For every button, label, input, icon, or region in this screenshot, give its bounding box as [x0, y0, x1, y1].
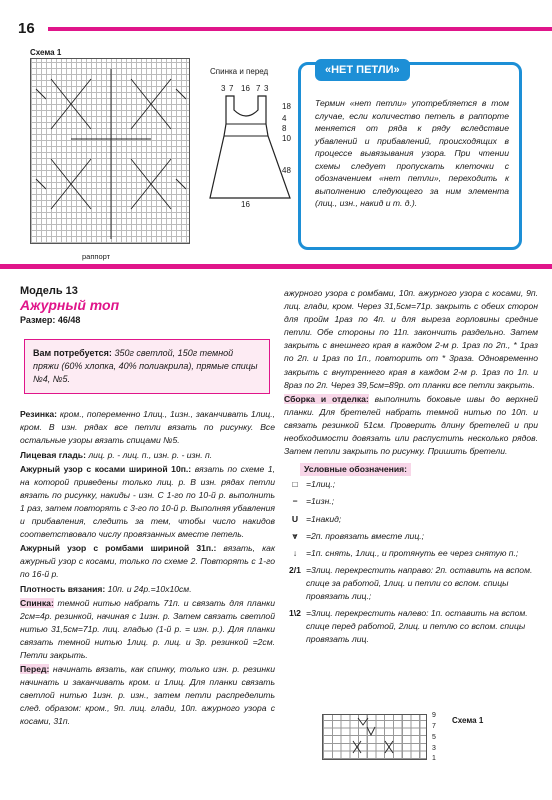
scheme-row-7: 7 — [432, 723, 436, 730]
model-number: Модель 13 — [20, 285, 78, 297]
dim-side-2: 4 — [282, 114, 287, 123]
model-title: Ажурный топ — [20, 297, 120, 314]
dim-bottom: 16 — [241, 200, 250, 209]
scheme-row-1: 1 — [432, 755, 436, 762]
legend-item-cross-left: =3лиц. перекрестить налево: 1п. оставить на вспом. спице перед работой, 2лиц. и петлю со вспом. спицы провязать лиц. — [306, 608, 528, 645]
dim-side-5: 48 — [282, 166, 291, 175]
small-scheme-label: Схема 1 — [452, 716, 484, 725]
legend-item-purl: =1изн.; — [306, 496, 335, 507]
cable-heading: Ажурный узор с косами шириной 10п.: — [20, 463, 192, 474]
dim-top-5: 3 — [264, 84, 269, 93]
materials-box — [24, 339, 270, 394]
back-text: темной нитью набрать 71п. и связать для планки 2см=4р. резинкой, начиная с 1изн. р. Затем связать светлой нитью 31,5см=71р. лиц. гладью (1-й р. = изн. р.). Для планки связать темной нитью 1лиц. р. лиц. и 3р. резинкой =2см. Петли закрыть. — [20, 597, 275, 660]
right-column — [284, 287, 538, 650]
top-divider — [48, 27, 552, 31]
scheme-row-9: 9 — [432, 712, 436, 719]
rhombus-heading: Ажурный узор с ромбами шириной 31п.: — [20, 543, 217, 554]
scheme-label: Схема 1 — [30, 48, 62, 57]
legend-item-k2tog: =2п. провязать вместе лиц.; — [306, 530, 425, 541]
materials-text: 350г светлой, 150г темной пряжи (60% хлопка, 40% полиакрила), прямые спицы №4, №5. — [33, 348, 258, 385]
knitting-chart — [30, 58, 190, 244]
dim-side-4: 10 — [282, 134, 291, 143]
stockinette-heading: Лицевая гладь: — [20, 449, 86, 460]
knit-symbol-icon: □ — [292, 479, 298, 490]
front-text: начинать вязать, как спинку, только изн. р. резинки начинать и заканчивать кром. и 1лиц. Для планки связать светлой нитью 1изн. р. изн., затем петли распределить след. образом: кром., 9п. лиц. глади, 10п. ажурного узора с косами, 31п. — [20, 664, 275, 727]
rhombus-text: вязать, как ажурный узор с косами, только по схеме 2. Повторять с 1-го по 16-й р. — [20, 543, 275, 580]
scheme-row-5: 5 — [432, 734, 436, 741]
dim-side-1: 18 — [282, 102, 291, 111]
page-number: 16 — [18, 20, 35, 37]
assembly-text: выполнить боковые швы до верхней планки. Для бретелей набрать темной нитью по 10п. и связать резинкой 51см. Проверить длину бретелей и при необходимости довязать или распустить несколько рядов. Затем петли закрыть по рисунку. Пришить бретели. — [284, 393, 538, 457]
model-size: Размер: 46/48 — [20, 315, 81, 326]
back-heading: Спинка: — [20, 597, 54, 608]
left-column — [20, 285, 275, 730]
yarn-over-symbol-icon: U — [291, 513, 299, 524]
legend-heading: Условные обозначения: — [300, 463, 411, 476]
dim-top-1: 3 — [221, 84, 226, 93]
small-scheme-symbols — [323, 715, 428, 761]
legend-item-cross-right: =3лиц. перекрестить направо: 2п. оставить на вспом. спице за работой, 1лиц. и петли со вспом. спицы провязать лиц.; — [306, 564, 533, 601]
density-text: 10п. и 24р.=10х10см. — [107, 583, 192, 594]
legend-item-yarn-over: =1накид; — [306, 513, 342, 524]
k2tog-symbol-icon: ⩔ — [292, 530, 298, 541]
stockinette-text: лиц. р. - лиц. п., изн. р. - изн. п. — [88, 449, 213, 460]
skpo-symbol-icon: ↓ — [292, 547, 298, 558]
dim-top-4: 7 — [256, 84, 261, 93]
dim-side-3: 8 — [282, 124, 287, 133]
small-scheme-chart — [322, 714, 427, 760]
cross-right-symbol-icon: 2/1 — [289, 564, 301, 575]
rib-heading: Резинка: — [20, 409, 57, 420]
note-title: «НЕТ ПЕТЛИ» — [315, 59, 410, 81]
front-heading: Перед: — [20, 664, 50, 675]
cable-text: вязать по схеме 1, на которой приведены только лиц. р. В изн. рядах петли вязать по рисунку, накиды - изн. С 1-го по 10-й р. выполнить 1 раз, затем повторять с 3-го по 10-й р. Выполняя убавления и прибавления, следить за тем, чтобы число накидов соответствовало числу провязанных вместе петель. — [20, 463, 275, 540]
dress-title: Спинка и перед — [210, 67, 269, 76]
repeat-label: раппорт — [82, 252, 111, 261]
materials-label: Вам потребуется: — [33, 348, 112, 359]
dim-top-3: 16 — [241, 84, 250, 93]
legend-item-skpo: =1п. снять, 1лиц., и протянуть ее через снятую п.; — [306, 547, 519, 558]
note-text: Термин «нет петли» употребляется в том случае, если количество петель в раппорте меняется от ряда к ряду вследствие убавлений и прибавлений, происходящих в процессе вывязывания узора. При чтении схемы следует пропускать клеточки с обозначением «нет петли», переходить к выполнению следующего за ним элемента (лиц., изн., накид и т. д.). — [315, 98, 509, 208]
assembly-heading: Сборка и отделка: — [284, 393, 369, 404]
section-divider — [0, 264, 552, 269]
legend-item-knit: =1лиц.; — [306, 479, 336, 490]
dim-top-2: 7 — [229, 84, 234, 93]
density-heading: Плотность вязания: — [20, 583, 106, 594]
front-continued-text: ажурного узора с ромбами, 10п. ажурного узора с косами, 9п. лиц. глади, кром. Через 31,5см=71р. закрыть с обеих сторон для пройм 1раз по 4п. и для выреза горловины средние петли. Обе стороны по 11п. закончить раздельно. Затем закрыть с внешнего края в каждом 2-м р. 1раз по 2п., * 1раз по 2п. и 1раз по 1п., повторить от * 3раза. Одновременно закрыть с внутреннего края в каждом 2-м р. 1раз по 1п. и 8раз по 2п. Через 39,5см=89р. от планки все петли закрыть. — [284, 288, 538, 390]
cross-left-symbol-icon: 1\2 — [289, 608, 301, 619]
note-box — [298, 62, 522, 250]
rib-text: кром., попеременно 1лиц., 1изн., заканчивать 1лиц., кром. В изн. рядах все петли вязать по рисунку. Все остальные узоры вязать спицами №5. — [20, 409, 275, 446]
scheme-row-3: 3 — [432, 745, 436, 752]
purl-symbol-icon: − — [292, 496, 298, 507]
knitting-chart-symbols — [31, 59, 191, 245]
